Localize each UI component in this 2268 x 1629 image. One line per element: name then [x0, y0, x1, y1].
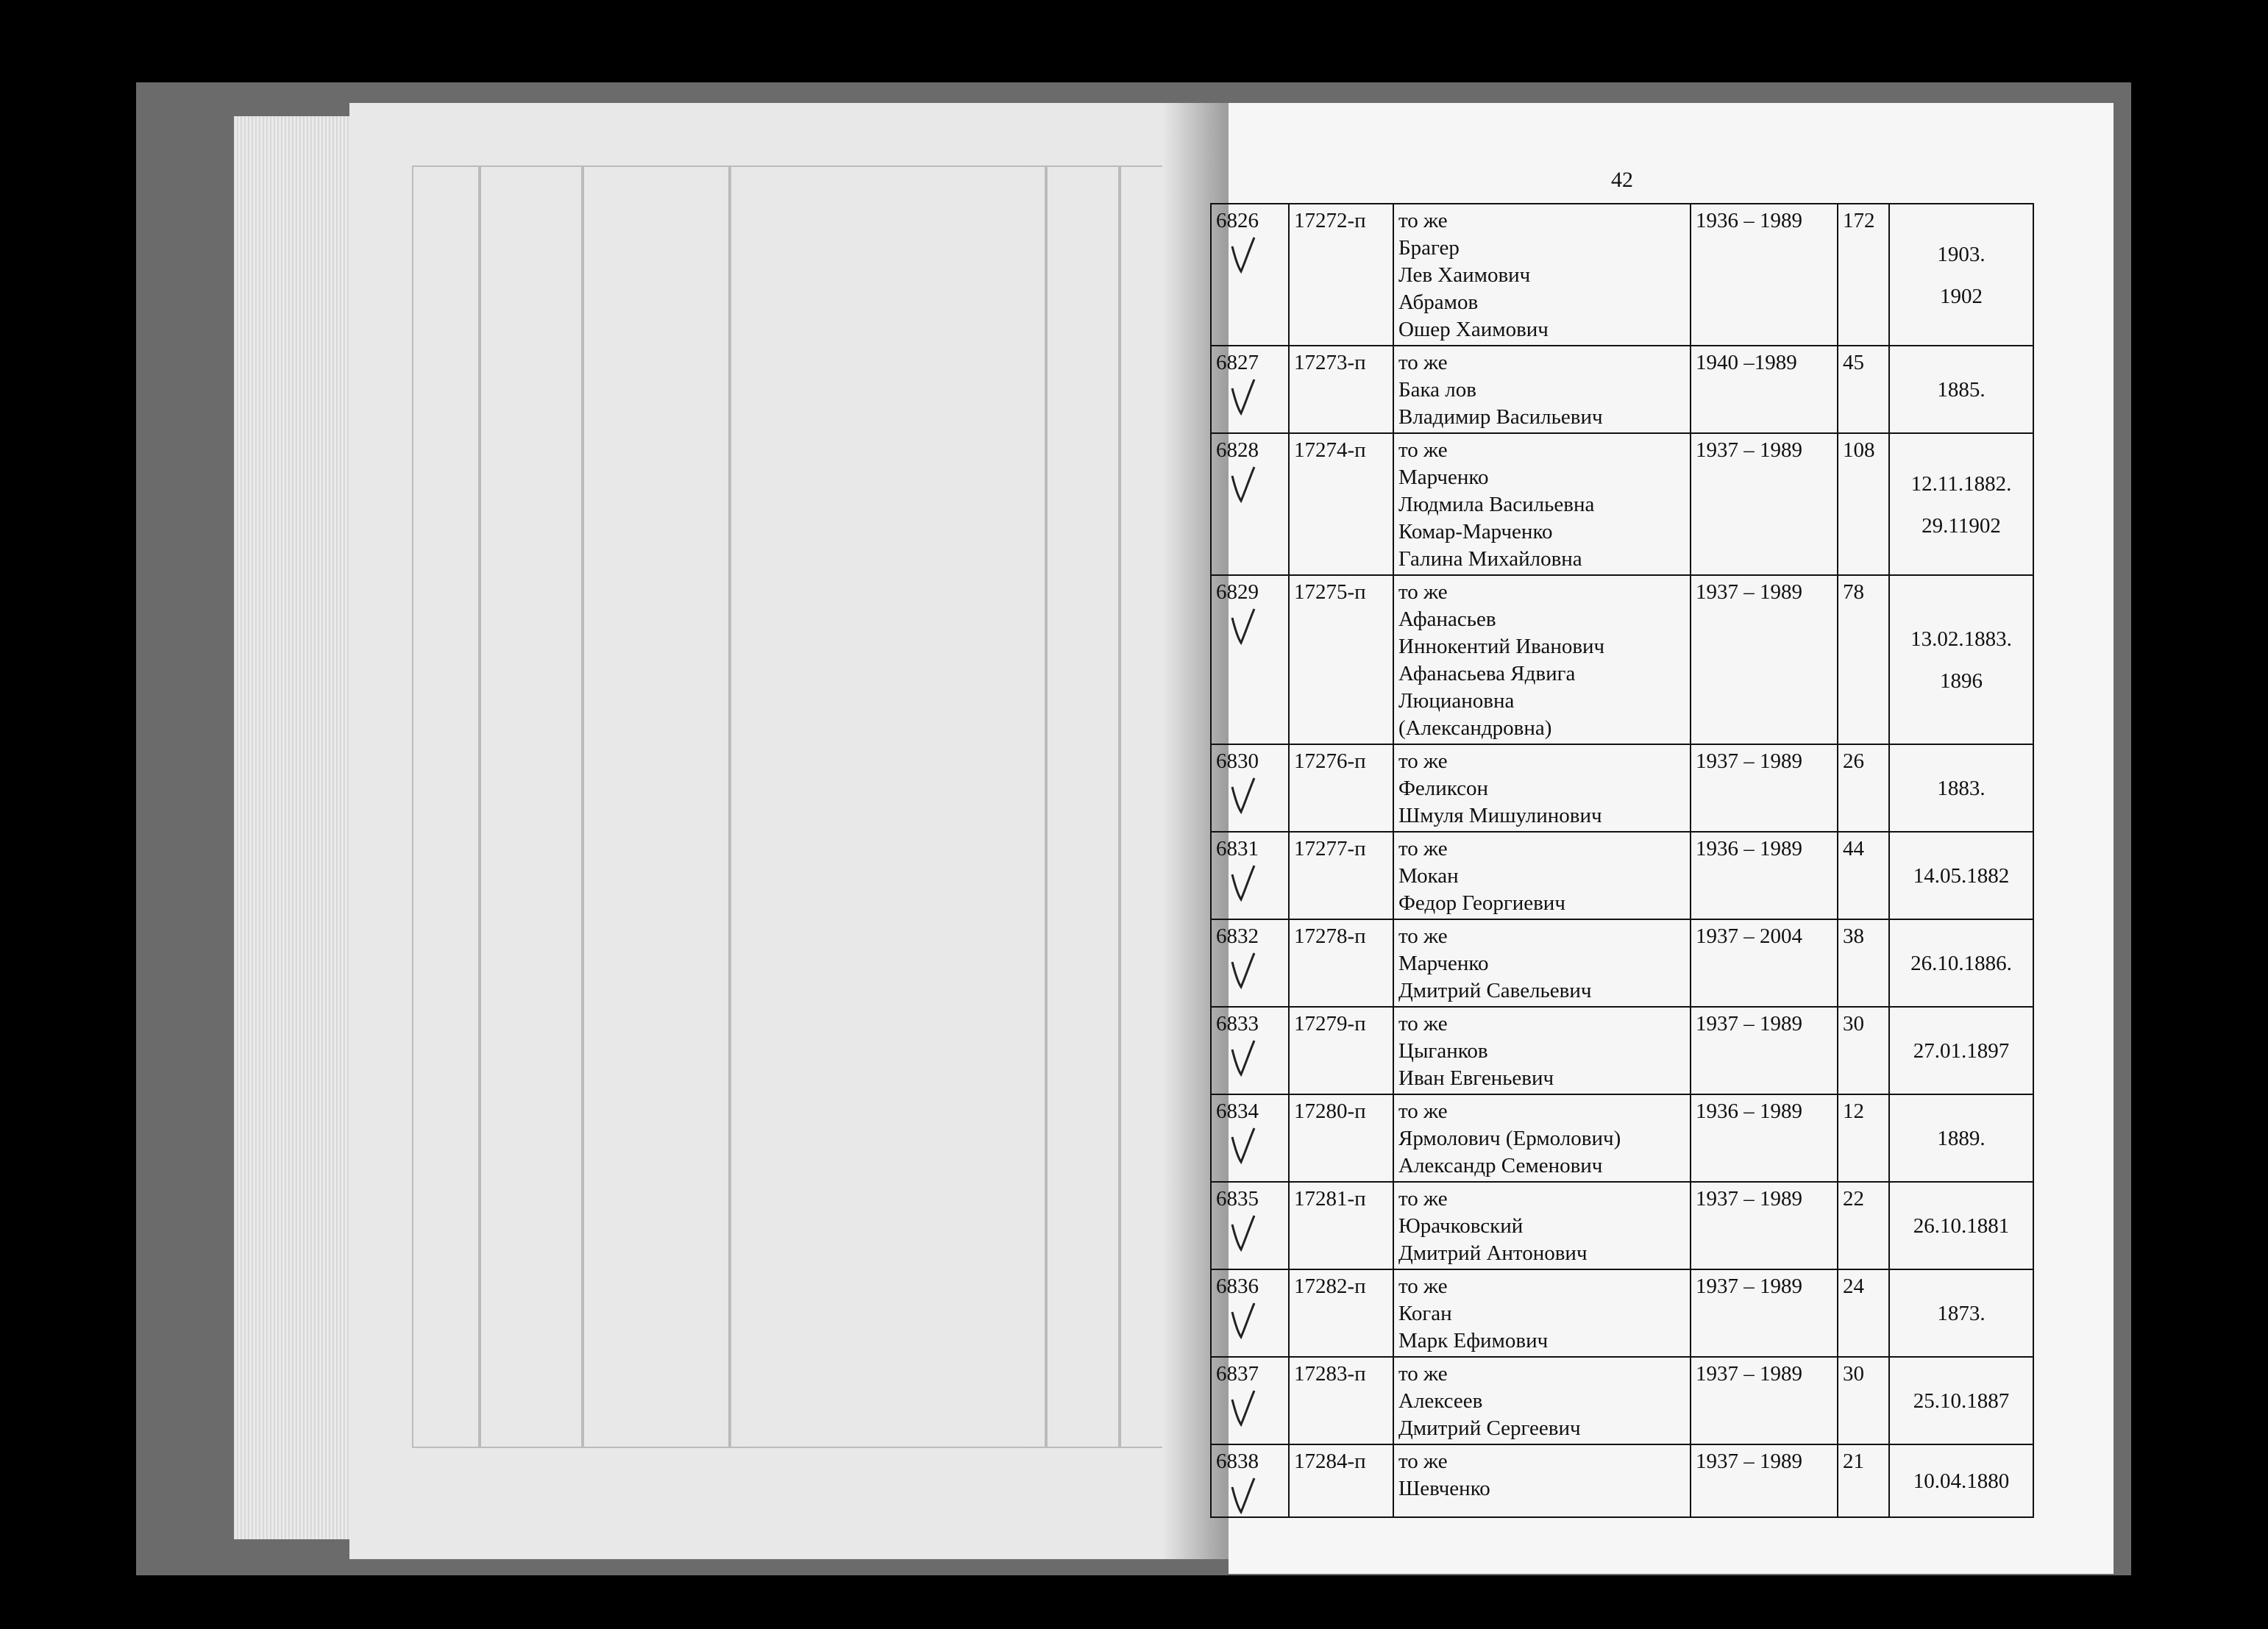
entry-number: 6832	[1216, 924, 1259, 948]
entry-number-cell	[1211, 1094, 1289, 1182]
name-line: (Александровна)	[1398, 716, 1552, 740]
birth-date: 1883.	[1937, 777, 1986, 800]
names-cell	[1393, 1094, 1691, 1182]
sheet-count-cell: 12	[1838, 1094, 1889, 1182]
name-line: Ярмолович (Ермолович)	[1398, 1127, 1621, 1150]
handwritten-check-icon	[1229, 1302, 1259, 1340]
register-row	[1211, 1182, 2033, 1269]
name-line: Комар-Марченко	[1398, 520, 1553, 543]
name-line: Брагер	[1398, 236, 1460, 260]
name-line: то же	[1398, 438, 1448, 462]
case-number-cell: 17274-п	[1289, 433, 1393, 575]
entry-number: 6834	[1216, 1099, 1259, 1123]
birth-date-cell	[1889, 1444, 2033, 1517]
name-line: Абрамов	[1398, 290, 1479, 314]
entry-number-cell	[1211, 919, 1289, 1007]
sheet-count-cell: 24	[1838, 1269, 1889, 1357]
name-line: Ошер Хаимович	[1398, 318, 1549, 341]
entry-number: 6831	[1216, 837, 1259, 860]
handwritten-check-icon	[1229, 1039, 1259, 1077]
birth-date: 1873.	[1937, 1302, 1986, 1325]
birth-date-cell	[1889, 346, 2033, 433]
handwritten-check-icon	[1229, 1477, 1259, 1515]
case-number-cell: 17278-п	[1289, 919, 1393, 1007]
name-line: Иван Евгеньевич	[1398, 1066, 1554, 1090]
handwritten-check-icon	[1229, 1214, 1259, 1252]
name-line: Марченко	[1398, 466, 1489, 489]
name-line: то же	[1398, 580, 1448, 604]
name-line: то же	[1398, 209, 1448, 232]
entry-number-cell	[1211, 744, 1289, 832]
name-line: то же	[1398, 924, 1448, 948]
birth-date: 25.10.1887	[1913, 1389, 2010, 1413]
birth-date-cell	[1889, 919, 2033, 1007]
sheet-count-cell: 30	[1838, 1007, 1889, 1094]
birth-date-cell	[1889, 1094, 2033, 1182]
name-line: Афанасьева Ядвига	[1398, 662, 1576, 685]
name-line: Лев Хаимович	[1398, 263, 1531, 287]
date-range-cell: 1937 – 1989	[1691, 744, 1838, 832]
birth-date: 26.10.1886.	[1910, 952, 2012, 975]
name-line: Алексеев	[1398, 1389, 1483, 1413]
case-number-cell: 17277-п	[1289, 832, 1393, 919]
entry-number-cell	[1211, 204, 1289, 346]
entry-number: 6827	[1216, 351, 1259, 374]
names-cell	[1393, 1269, 1691, 1357]
entry-number: 6837	[1216, 1362, 1259, 1386]
birth-date-cell	[1889, 1357, 2033, 1444]
name-line: Бака лов	[1398, 378, 1476, 402]
name-line: Владимир Васильевич	[1398, 405, 1603, 429]
case-number-cell: 17281-п	[1289, 1182, 1393, 1269]
name-line: Шевченко	[1398, 1477, 1490, 1500]
entry-number-cell	[1211, 575, 1289, 744]
names-cell	[1393, 433, 1691, 575]
birth-date: 1903.	[1937, 242, 1986, 266]
entry-number: 6838	[1216, 1450, 1259, 1473]
case-number-cell: 17275-п	[1289, 575, 1393, 744]
handwritten-check-icon	[1229, 607, 1259, 646]
handwritten-check-icon	[1229, 378, 1259, 416]
names-cell	[1393, 346, 1691, 433]
register-row	[1211, 744, 2033, 832]
sheet-count-cell: 172	[1838, 204, 1889, 346]
entry-number: 6829	[1216, 580, 1259, 604]
register-row	[1211, 1444, 2033, 1517]
entry-number: 6828	[1216, 438, 1259, 462]
entry-number-cell	[1211, 1357, 1289, 1444]
name-line: то же	[1398, 351, 1448, 374]
birth-date: 10.04.1880	[1913, 1469, 2010, 1493]
entry-number-cell	[1211, 346, 1289, 433]
sheet-count-cell: 30	[1838, 1357, 1889, 1444]
name-line: Дмитрий Антонович	[1398, 1241, 1588, 1265]
case-number-cell: 17272-п	[1289, 204, 1393, 346]
entry-number-cell	[1211, 1182, 1289, 1269]
register-body	[1211, 204, 2033, 1517]
date-range-cell: 1936 – 1989	[1691, 1094, 1838, 1182]
date-range-cell: 1936 – 1989	[1691, 832, 1838, 919]
register-table	[1210, 203, 2034, 1518]
name-line: то же	[1398, 749, 1448, 773]
case-number-cell: 17273-п	[1289, 346, 1393, 433]
handwritten-check-icon	[1229, 864, 1259, 902]
date-range-cell: 1936 – 1989	[1691, 204, 1838, 346]
name-line: Марченко	[1398, 952, 1489, 975]
sheet-count-cell: 45	[1838, 346, 1889, 433]
birth-date: 13.02.1883.	[1910, 627, 2012, 651]
names-cell	[1393, 1182, 1691, 1269]
entry-number-cell	[1211, 832, 1289, 919]
name-line: Иннокентий Иванович	[1398, 635, 1605, 658]
names-cell	[1393, 575, 1691, 744]
left-page-bleed-through-table	[412, 165, 1199, 1460]
register-row	[1211, 1357, 2033, 1444]
names-cell	[1393, 744, 1691, 832]
names-cell	[1393, 919, 1691, 1007]
name-line: Феликсон	[1398, 777, 1489, 800]
birth-date: 1902	[1940, 284, 1983, 308]
name-line: Марк Ефимович	[1398, 1329, 1549, 1352]
names-cell	[1393, 1007, 1691, 1094]
date-range-cell: 1937 – 1989	[1691, 1444, 1838, 1517]
sheet-count-cell: 38	[1838, 919, 1889, 1007]
register-row	[1211, 575, 2033, 744]
name-line: Шмуля Мишулинович	[1398, 804, 1602, 827]
birth-date-cell	[1889, 1269, 2033, 1357]
name-line: то же	[1398, 1450, 1448, 1473]
register-row	[1211, 204, 2033, 346]
name-line: Галина Михайловна	[1398, 547, 1582, 571]
entry-number: 6833	[1216, 1012, 1259, 1035]
entry-number: 6826	[1216, 209, 1259, 232]
name-line: Мокан	[1398, 864, 1459, 888]
date-range-cell: 1937 – 2004	[1691, 919, 1838, 1007]
handwritten-check-icon	[1229, 466, 1259, 504]
name-line: Людмила Васильевна	[1398, 493, 1595, 516]
name-line: то же	[1398, 1099, 1448, 1123]
date-range-cell: 1937 – 1989	[1691, 1269, 1838, 1357]
name-line: Дмитрий Савельевич	[1398, 979, 1592, 1002]
register-row	[1211, 832, 2033, 919]
entry-number: 6830	[1216, 749, 1259, 773]
name-line: Дмитрий Сергеевич	[1398, 1416, 1581, 1440]
names-cell	[1393, 1444, 1691, 1517]
birth-date: 1885.	[1937, 378, 1986, 402]
date-range-cell: 1937 – 1989	[1691, 1007, 1838, 1094]
birth-date-cell	[1889, 575, 2033, 744]
name-line: Александр Семенович	[1398, 1154, 1603, 1177]
birth-date-cell	[1889, 433, 2033, 575]
case-number-cell: 17284-п	[1289, 1444, 1393, 1517]
handwritten-check-icon	[1229, 1127, 1259, 1165]
register-row	[1211, 1007, 2033, 1094]
entry-number: 6836	[1216, 1275, 1259, 1298]
entry-number-cell	[1211, 433, 1289, 575]
sheet-count-cell: 21	[1838, 1444, 1889, 1517]
birth-date: 1896	[1940, 669, 1983, 693]
register-row	[1211, 346, 2033, 433]
register-row	[1211, 1269, 2033, 1357]
birth-date: 26.10.1881	[1913, 1214, 2010, 1238]
birth-date: 1889.	[1937, 1127, 1986, 1150]
date-range-cell: 1937 – 1989	[1691, 575, 1838, 744]
name-line: Афанасьев	[1398, 607, 1496, 631]
name-line: Люциановна	[1398, 689, 1515, 713]
page-number: 42	[1611, 168, 1633, 192]
handwritten-check-icon	[1229, 777, 1259, 815]
case-number-cell: 17279-п	[1289, 1007, 1393, 1094]
handwritten-check-icon	[1229, 1389, 1259, 1427]
name-line: то же	[1398, 1187, 1448, 1211]
birth-date: 29.11902	[1922, 513, 2001, 538]
names-cell	[1393, 204, 1691, 346]
case-number-cell: 17280-п	[1289, 1094, 1393, 1182]
case-number-cell: 17283-п	[1289, 1357, 1393, 1444]
entry-number-cell	[1211, 1444, 1289, 1517]
entry-number: 6835	[1216, 1187, 1259, 1211]
name-line: то же	[1398, 1362, 1448, 1386]
name-line: то же	[1398, 1012, 1448, 1035]
sheet-count-cell: 26	[1838, 744, 1889, 832]
date-range-cell: 1937 – 1989	[1691, 1357, 1838, 1444]
date-range-cell: 1937 – 1989	[1691, 433, 1838, 575]
birth-date-cell	[1889, 832, 2033, 919]
name-line: то же	[1398, 1275, 1448, 1298]
birth-date-cell	[1889, 1182, 2033, 1269]
entry-number-cell	[1211, 1007, 1289, 1094]
names-cell	[1393, 1357, 1691, 1444]
birth-date: 12.11.1882.	[1910, 471, 2012, 496]
sheet-count-cell: 108	[1838, 433, 1889, 575]
name-line: Коган	[1398, 1302, 1452, 1325]
birth-date-cell	[1889, 204, 2033, 346]
birth-date: 14.05.1882	[1913, 864, 2010, 888]
register-row	[1211, 1094, 2033, 1182]
handwritten-check-icon	[1229, 952, 1259, 990]
date-range-cell: 1937 – 1989	[1691, 1182, 1838, 1269]
name-line: Юрачковский	[1398, 1214, 1524, 1238]
register-row	[1211, 919, 2033, 1007]
sheet-count-cell: 22	[1838, 1182, 1889, 1269]
sheet-count-cell: 44	[1838, 832, 1889, 919]
handwritten-check-icon	[1229, 236, 1259, 274]
register-row	[1211, 433, 2033, 575]
birth-date: 27.01.1897	[1913, 1039, 2010, 1063]
names-cell	[1393, 832, 1691, 919]
name-line: то же	[1398, 837, 1448, 860]
entry-number-cell	[1211, 1269, 1289, 1357]
sheet-count-cell: 78	[1838, 575, 1889, 744]
date-range-cell: 1940 –1989	[1691, 346, 1838, 433]
birth-date-cell	[1889, 744, 2033, 832]
name-line: Федор Георгиевич	[1398, 891, 1565, 915]
name-line: Цыганков	[1398, 1039, 1488, 1063]
case-number-cell: 17282-п	[1289, 1269, 1393, 1357]
case-number-cell: 17276-п	[1289, 744, 1393, 832]
birth-date-cell	[1889, 1007, 2033, 1094]
